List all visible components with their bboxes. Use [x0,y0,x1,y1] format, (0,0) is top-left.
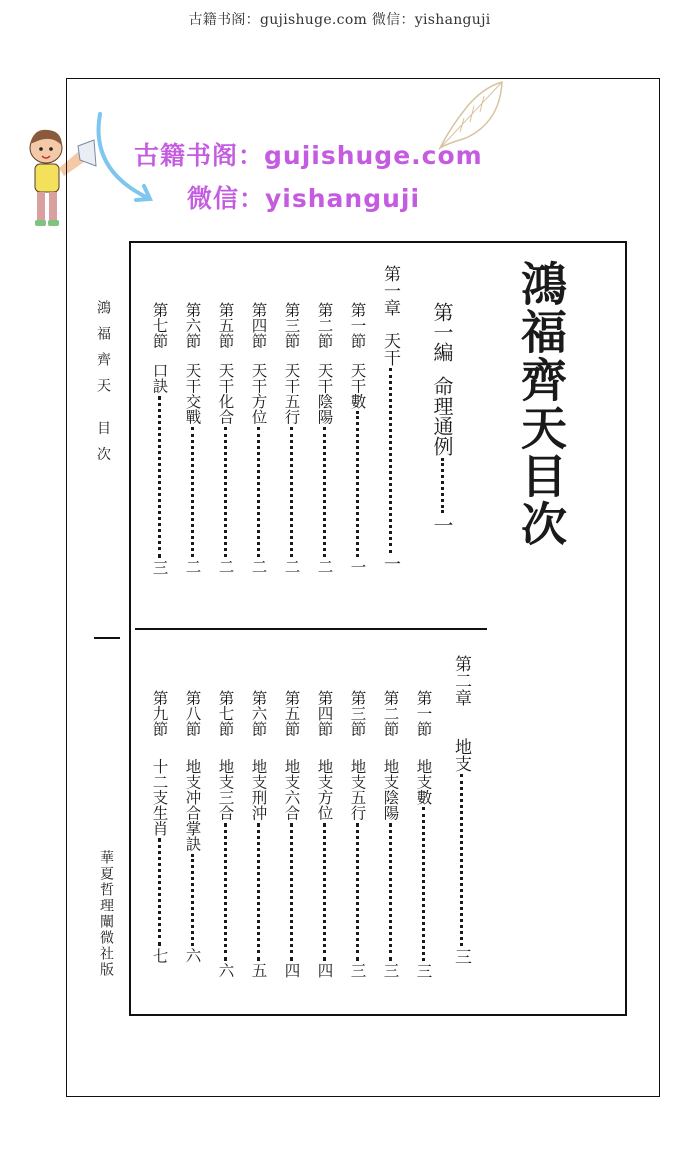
section-title: 地支三合 [216,758,235,821]
section-label: 第七節 [150,302,169,349]
section-page: 四 [315,962,334,978]
part1-title: 命理通例 [430,376,454,456]
ch2-section-row [184,690,200,963]
ch2-section-row [316,690,332,978]
section-label: 第二節 [315,302,334,349]
ch2-section-row [250,690,266,978]
ch1-section-row [316,302,332,574]
chapter1-label: 第一章 [380,265,400,316]
section-title: 天干化合 [216,362,235,425]
ch1-section-row [217,302,233,574]
section-title: 地支方位 [315,758,334,821]
ch2-section-row [415,690,431,979]
chapter2-page: 三 [451,948,471,965]
section-page: 三 [348,962,367,978]
section-page: 三 [150,559,169,575]
watermark-site: 古籍书阁：gujishuge.com [134,141,483,170]
chapter2-title: 地支 [451,738,471,772]
page-number [100,626,101,627]
section-page: 六 [183,947,202,963]
ch2-section-row [349,690,365,978]
side-title: 鴻福齊天 目次 [95,300,111,473]
section-page: 三 [381,962,400,978]
ch1-section-row [151,302,167,575]
section-title: 天干交戰 [183,362,202,425]
section-title: 天干陰陽 [315,362,334,425]
section-page: 六 [216,962,235,978]
book-title: 鴻福齊天目次 [514,260,568,548]
section-title: 口訣 [150,362,169,394]
section-title: 天干方位 [249,362,268,425]
section-label: 第五節 [282,690,301,737]
section-page: 七 [150,948,169,964]
ch2-section-row [382,690,398,978]
section-page: 五 [249,962,268,978]
section-label: 第四節 [315,690,334,737]
section-page: 二 [315,558,334,574]
section-label: 第六節 [183,302,202,349]
section-page: 二 [282,558,301,574]
site-header-text: 古籍书阁：gujishuge.com 微信：yishanguji [188,12,491,28]
section-page: 二 [216,558,235,574]
section-title: 地支陰陽 [381,758,400,821]
section-title: 地支數 [414,758,433,805]
section-page: 三 [414,963,433,979]
section-label: 第八節 [183,690,202,737]
section-label: 第一節 [348,302,367,349]
ch1-section-row [283,302,299,574]
chapter2-label: 第二章 [451,655,471,706]
part1-label: 第一編 [430,302,454,362]
chapter2-entry [452,655,469,965]
section-title: 十二支生肖 [150,758,169,836]
section-label: 第三節 [348,690,367,737]
ch2-section-row [283,690,299,978]
section-page: 四 [282,962,301,978]
ch2-section-row [151,690,167,964]
section-page: 二 [183,558,202,574]
part1-page: 一 [430,515,454,535]
ch1-section-row [184,302,200,574]
chapter1-page: 一 [380,555,400,572]
section-page: 二 [249,558,268,574]
section-label: 第七節 [216,690,235,737]
ch2-section-row [217,690,233,978]
section-label: 第三節 [282,302,301,349]
section-label: 第二節 [381,690,400,737]
section-title: 地支六合 [282,758,301,821]
section-label: 第六節 [249,690,268,737]
toc-divider [135,628,487,630]
section-label: 第五節 [216,302,235,349]
section-page: 一 [348,559,367,575]
section-title: 地支五行 [348,758,367,821]
section-title: 地支刑沖 [249,758,268,821]
section-title: 地支冲合掌訣 [183,758,202,852]
section-title: 天干五行 [282,362,301,425]
chapter1-entry [381,265,398,605]
section-label: 第九節 [150,690,169,737]
side-page-number [94,637,120,639]
publisher: 華夏哲理闡微社版 [98,850,114,978]
watermark-wechat: 微信：yishanguji [187,184,421,213]
section-title: 天干數 [348,362,367,409]
section-label: 第一節 [414,690,433,737]
chapter1-title: 天干 [380,332,400,366]
ch1-section-row [349,302,365,575]
part1-entry [432,302,452,602]
ch1-section-row [250,302,266,574]
section-label: 第四節 [249,302,268,349]
